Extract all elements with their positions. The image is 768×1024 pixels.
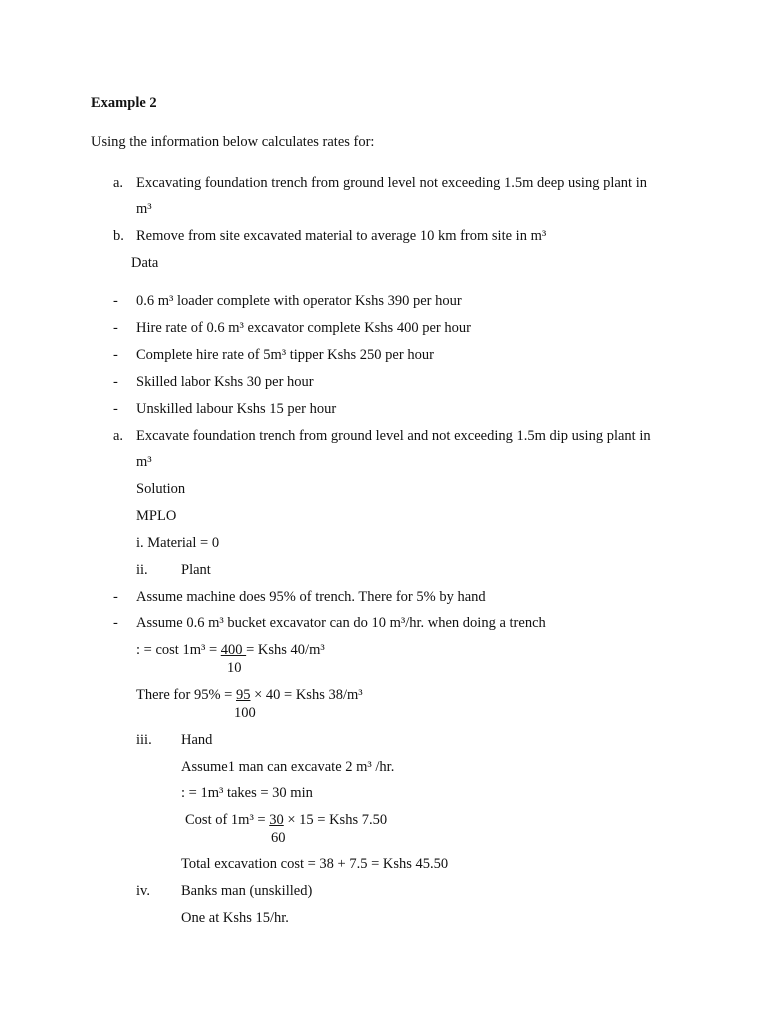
plant-marker: ii. <box>136 562 148 578</box>
data-item: Hire rate of 0.6 m³ excavator complete Kshs 400 per hour <box>136 320 471 336</box>
data-item: Skilled labor Kshs 30 per hour <box>136 374 314 390</box>
hand-assumption: Assume1 man can excavate 2 m³ /hr. <box>181 759 395 775</box>
banks-marker: iv. <box>136 883 150 899</box>
hand-time: : = 1m³ takes = 30 min <box>181 785 313 801</box>
calc-line <box>136 641 325 659</box>
calc-denominator: 100 <box>234 705 256 721</box>
calc-line <box>185 811 387 829</box>
intro-text: Using the information below calculates rates for: <box>91 134 375 150</box>
hand-label: Hand <box>181 732 213 748</box>
calc-suffix: × 40 = Kshs 38/m³ <box>250 687 363 703</box>
calc-prefix: There for 95% = <box>136 687 236 703</box>
example-title: Example 2 <box>91 95 157 111</box>
banks-detail: One at Kshs 15/hr. <box>181 910 289 926</box>
hand-marker: iii. <box>136 732 152 748</box>
part-marker: a. <box>113 428 124 444</box>
calc-suffix: × 15 = Kshs 7.50 <box>283 812 388 828</box>
assumption-item: Assume 0.6 m³ bucket excavator can do 10 m³/hr. when doing a trench <box>136 615 546 631</box>
calc-numerator: 400 <box>220 642 247 658</box>
solution-heading: Solution <box>136 481 186 497</box>
part-a-text: Excavate foundation trench from ground level and not exceeding 1.5m dip using plant in <box>136 428 651 444</box>
data-item: Unskilled labour Kshs 15 per hour <box>136 401 337 417</box>
calc-denominator: 60 <box>271 830 286 846</box>
calc-numerator: 95 <box>235 687 251 703</box>
bullet-marker: - <box>113 589 118 605</box>
task-text: Excavating foundation trench from ground level not exceeding 1.5m deep using plant in <box>136 175 647 191</box>
data-item: 0.6 m³ loader complete with operator Kshs 390 per hour <box>136 293 462 309</box>
data-item: Complete hire rate of 5m³ tipper Kshs 250 per hour <box>136 347 434 363</box>
bullet-marker: - <box>113 320 118 336</box>
calc-denominator: 10 <box>227 660 242 676</box>
task-marker: b. <box>113 228 124 244</box>
banks-label: Banks man (unskilled) <box>181 883 313 899</box>
bullet-marker: - <box>113 347 118 363</box>
total-cost: Total excavation cost = 38 + 7.5 = Kshs 45.50 <box>181 856 449 872</box>
bullet-marker: - <box>113 615 118 631</box>
assumption-item: Assume machine does 95% of trench. There for 5% by hand <box>136 589 486 605</box>
bullet-marker: - <box>113 293 118 309</box>
material-line: i. Material = 0 <box>136 535 220 551</box>
task-text: Remove from site excavated material to average 10 km from site in m³ <box>136 228 547 244</box>
plant-label: Plant <box>181 562 211 578</box>
bullet-marker: - <box>113 374 118 390</box>
calc-prefix: : = cost 1m³ = <box>136 642 221 658</box>
mplo-heading: MPLO <box>136 508 177 524</box>
calc-prefix: Cost of 1m³ = <box>185 812 270 828</box>
calc-suffix: = Kshs 40/m³ <box>246 642 325 658</box>
part-a-text-cont: m³ <box>136 454 152 470</box>
calc-numerator: 30 <box>269 812 284 828</box>
task-text-cont: m³ <box>136 201 152 217</box>
bullet-marker: - <box>113 401 118 417</box>
calc-line <box>136 686 363 704</box>
task-marker: a. <box>113 175 124 191</box>
data-heading: Data <box>131 255 159 271</box>
